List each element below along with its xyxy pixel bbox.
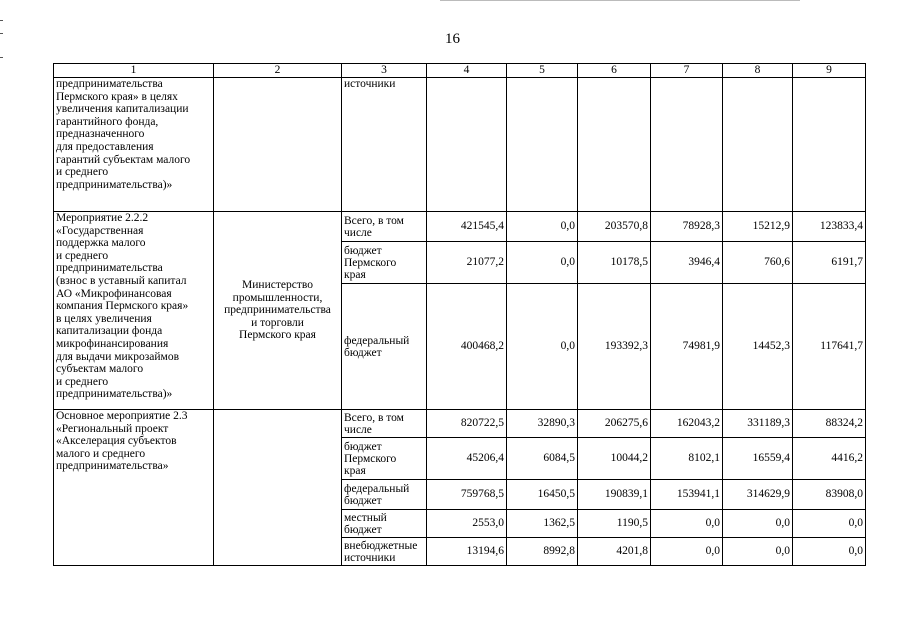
event-name: Мероприятие 2.2.2 «Государственная поддержка малого и среднего предпринимательства (взнос в уставный капитал АО «Микрофинансовая компания Пермского края» в целях увеличения капитализации фонда микрофинансирования для выдачи микрозаймов субъектам малого и среднего предпринимательства)» xyxy=(56,212,189,401)
value-cell: 117641,7 xyxy=(793,284,866,410)
header-row xyxy=(54,64,866,78)
scan-artifact-mark xyxy=(0,57,3,58)
value-cell: 0,0 xyxy=(507,242,578,284)
header-cell: 1 xyxy=(54,64,214,78)
value-cell: 16450,5 xyxy=(507,480,578,510)
value-cell: 0,0 xyxy=(651,538,723,566)
source-label: местный бюджет xyxy=(344,511,387,536)
value-cell: 8992,8 xyxy=(507,538,578,566)
value-cell: 10178,5 xyxy=(578,242,651,284)
value-cell: 0,0 xyxy=(723,510,793,538)
value-cell: 83908,0 xyxy=(793,480,866,510)
value-cell: 13194,6 xyxy=(427,538,507,566)
table-row xyxy=(54,410,866,438)
source-cell xyxy=(342,438,427,480)
event-name-cell xyxy=(54,78,214,212)
scan-artifact-mark xyxy=(0,20,3,21)
value-cell xyxy=(427,78,507,212)
value-cell: 820722,5 xyxy=(427,410,507,438)
value-cell: 760,6 xyxy=(723,242,793,284)
value-cell: 203570,8 xyxy=(578,212,651,242)
scan-artifact-line xyxy=(440,0,800,1)
event-name-cell xyxy=(54,212,214,410)
value-cell: 0,0 xyxy=(507,212,578,242)
value-cell: 78928,3 xyxy=(651,212,723,242)
source-label: федеральный бюджет xyxy=(344,334,410,359)
value-cell: 32890,3 xyxy=(507,410,578,438)
table-row xyxy=(54,78,866,212)
value-cell: 1362,5 xyxy=(507,510,578,538)
value-cell xyxy=(578,78,651,212)
value-cell: 74981,9 xyxy=(651,284,723,410)
source-cell xyxy=(342,284,427,410)
header-cell: 4 xyxy=(427,64,507,78)
value-cell: 6191,7 xyxy=(793,242,866,284)
source-label: Всего, в том числе xyxy=(344,214,404,239)
value-cell: 88324,2 xyxy=(793,410,866,438)
executor-cell xyxy=(214,78,342,212)
header-cell: 9 xyxy=(793,64,866,78)
value-cell: 14452,3 xyxy=(723,284,793,410)
source-cell xyxy=(342,410,427,438)
value-cell: 10044,2 xyxy=(578,438,651,480)
source-label: бюджет Пермского края xyxy=(344,440,397,477)
header-cell: 3 xyxy=(342,64,427,78)
value-cell: 6084,5 xyxy=(507,438,578,480)
source-cell xyxy=(342,78,427,212)
header-cell: 8 xyxy=(723,64,793,78)
value-cell: 314629,9 xyxy=(723,480,793,510)
value-cell: 400468,2 xyxy=(427,284,507,410)
source-cell xyxy=(342,212,427,242)
value-cell: 8102,1 xyxy=(651,438,723,480)
value-cell: 0,0 xyxy=(793,538,866,566)
executor-cell xyxy=(214,212,342,410)
event-name: предпринимательства Пермского края» в целях увеличения капитализации гарантийного фонда, предназначенного для предоставления гарантий субъектам малого и среднего предпринимательства)» xyxy=(56,78,191,191)
value-cell: 2553,0 xyxy=(427,510,507,538)
budget-table xyxy=(53,63,866,566)
source-label: бюджет Пермского края xyxy=(344,244,397,281)
value-cell: 0,0 xyxy=(651,510,723,538)
value-cell: 190839,1 xyxy=(578,480,651,510)
value-cell: 4201,8 xyxy=(578,538,651,566)
value-cell: 3946,4 xyxy=(651,242,723,284)
source-cell xyxy=(342,242,427,284)
value-cell: 162043,2 xyxy=(651,410,723,438)
source-cell xyxy=(342,538,427,566)
value-cell xyxy=(507,78,578,212)
header-cell: 5 xyxy=(507,64,578,78)
value-cell: 0,0 xyxy=(793,510,866,538)
value-cell: 16559,4 xyxy=(723,438,793,480)
value-cell: 331189,3 xyxy=(723,410,793,438)
value-cell: 421545,4 xyxy=(427,212,507,242)
value-cell xyxy=(723,78,793,212)
value-cell: 206275,6 xyxy=(578,410,651,438)
source-label: внебюджетные источники xyxy=(344,539,418,564)
value-cell: 193392,3 xyxy=(578,284,651,410)
event-name-cell xyxy=(54,410,214,566)
value-cell: 4416,2 xyxy=(793,438,866,480)
value-cell: 0,0 xyxy=(723,538,793,566)
header-cell: 7 xyxy=(651,64,723,78)
value-cell xyxy=(793,78,866,212)
value-cell: 21077,2 xyxy=(427,242,507,284)
executor-cell xyxy=(214,410,342,566)
value-cell: 45206,4 xyxy=(427,438,507,480)
value-cell: 153941,1 xyxy=(651,480,723,510)
source-label: Всего, в том числе xyxy=(344,411,404,436)
value-cell: 123833,4 xyxy=(793,212,866,242)
source-label: федеральный бюджет xyxy=(344,482,410,507)
header-cell: 6 xyxy=(578,64,651,78)
executor-name: Министерство промышленности, предпринимательства и торговли Пермского края xyxy=(224,279,331,342)
value-cell xyxy=(651,78,723,212)
source-cell xyxy=(342,510,427,538)
value-cell: 15212,9 xyxy=(723,212,793,242)
event-name: Основное мероприятие 2.3 «Региональный проект «Акселерация субъектов малого и среднего предпринимательства» xyxy=(56,410,188,473)
page-number: 16 xyxy=(445,31,460,47)
value-cell: 759768,5 xyxy=(427,480,507,510)
header-cell: 2 xyxy=(214,64,342,78)
table-row xyxy=(54,212,866,242)
value-cell: 1190,5 xyxy=(578,510,651,538)
source-label: источники xyxy=(344,78,396,90)
source-cell xyxy=(342,480,427,510)
value-cell: 0,0 xyxy=(507,284,578,410)
